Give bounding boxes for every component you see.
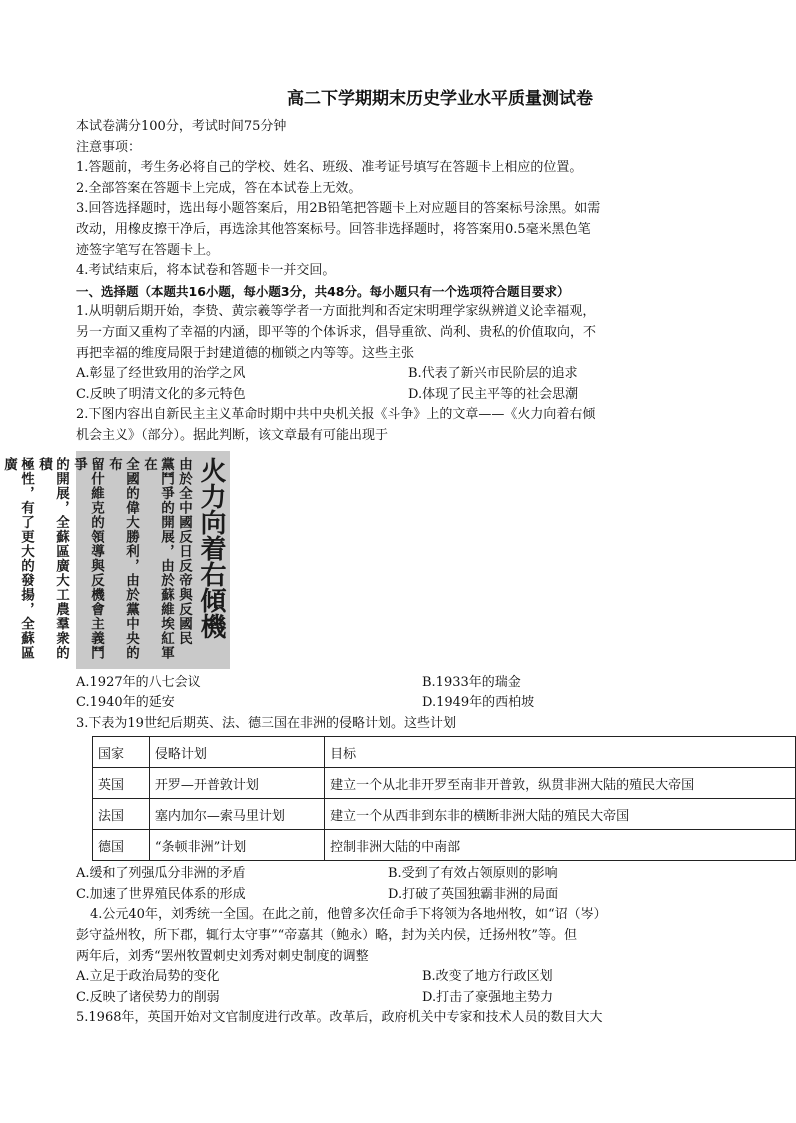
clipping-text-column: 全國的偉大勝利，由於黨中央的布 bbox=[106, 456, 139, 660]
option-d[interactable]: D.打破了英国独霸非洲的局面 bbox=[388, 886, 559, 902]
table-cell: 建立一个从西非到东非的横断非洲大陆的殖民大帝国 bbox=[325, 799, 796, 830]
clipping-text-column: 的開展，全蘇區廣大工農羣衆的積 bbox=[36, 456, 69, 660]
option-c[interactable]: C.反映了诸侯势力的削弱 bbox=[76, 989, 220, 1005]
notice-item: 3.回答选择题时，选出每小题答案后，用2B铅笔把答题卡上对应题目的答案标号涂黑。如需 bbox=[76, 201, 601, 217]
question-5-stem: 5.1968年，英国开始对文官制度进行改革。改革后，政府机关中专家和技术人员的数目大大 bbox=[76, 1010, 603, 1026]
clipping-text-column: 留什維克的領導與反機會主義鬥爭 bbox=[71, 456, 104, 660]
notice-item: 4.考试结束后，将本试卷和答题卡一并交回。 bbox=[76, 263, 336, 279]
newspaper-clipping-image bbox=[1, 451, 230, 669]
option-b[interactable]: B.1933年的瑞金 bbox=[422, 674, 521, 690]
table-cell: 塞内加尔—索马里计划 bbox=[149, 799, 324, 830]
clipping-text-column: 由於全中國反日反帝與反國民 bbox=[176, 456, 192, 645]
question-4-stem: 彭守益州牧，所下郡，辄行太守事”“帝嘉其（鲍永）略，封为关内侯，迁扬州牧”等。但 bbox=[76, 928, 577, 944]
question-2-options-row bbox=[76, 693, 796, 714]
table-header-row bbox=[93, 737, 796, 768]
table-row bbox=[93, 830, 796, 861]
clipping-headline: 火力向着右傾機 bbox=[196, 456, 226, 639]
option-b[interactable]: B.代表了新兴市民阶层的追求 bbox=[408, 366, 578, 382]
table-header-cell: 国家 bbox=[93, 737, 150, 768]
table-cell: 英国 bbox=[93, 768, 150, 799]
question-3-stem: 3.下表为19世纪后期英、法、德三国在非洲的侵略计划。这些计划 bbox=[76, 715, 456, 731]
option-c[interactable]: C.1940年的延安 bbox=[76, 695, 175, 711]
question-1-options-row bbox=[76, 364, 796, 385]
question-2-options-row bbox=[76, 673, 796, 694]
table-row bbox=[93, 799, 796, 830]
question-2-stem: 机会主义》（部分）。据此判断，该文章最有可能出现于 bbox=[76, 427, 389, 443]
option-d[interactable]: D.打击了豪强地主势力 bbox=[422, 989, 554, 1005]
option-d[interactable]: D.体现了民主平等的社会思潮 bbox=[408, 386, 579, 402]
question-4-stem: 两年后，刘秀“罢州牧置刺史刘秀对刺史制度的调整 bbox=[76, 948, 369, 964]
table-cell: 开罗—开普敦计划 bbox=[149, 768, 324, 799]
table-cell: 法国 bbox=[93, 799, 150, 830]
notice-item: 2.全部答案在答题卡上完成，答在本试卷上无效。 bbox=[76, 180, 362, 196]
option-c[interactable]: C.加速了世界殖民体系的形成 bbox=[76, 886, 246, 902]
option-a[interactable]: A.彰显了经世致用的治学之风 bbox=[76, 366, 246, 382]
table-cell: 德国 bbox=[93, 830, 150, 861]
table-header-cell: 目标 bbox=[325, 737, 796, 768]
question-4-stem: 4.公元40年，刘秀统一全国。在此之前，他曾多次任命手下将领为各地州牧，如“诏（岑） bbox=[90, 907, 607, 923]
question-2-stem: 2.下图内容出自新民主主义革命时期中共中央机关报《斗争》上的文章——《火力向着右倾 bbox=[76, 407, 596, 423]
option-d[interactable]: D.1949年的西柏坡 bbox=[422, 695, 535, 711]
table-row bbox=[93, 768, 796, 799]
notice-item: 改动，用橡皮擦干净后，再选涂其他答案标号。回答非选择题时，将答案用0.5毫米黑色笔 bbox=[76, 221, 591, 237]
option-b[interactable]: B.受到了有效占领原则的影响 bbox=[388, 866, 558, 882]
question-4-options-row bbox=[76, 988, 796, 1009]
question-1-stem: 另一方面又重构了幸福的内涵，即平等的个体诉求，倡导重欲、尚利、贵私的价值取向，不 bbox=[76, 324, 597, 340]
option-c[interactable]: C.反映了明清文化的多元特色 bbox=[76, 386, 246, 402]
table-header-cell: 侵略计划 bbox=[149, 737, 324, 768]
question-3-options-row bbox=[76, 885, 796, 906]
exam-page bbox=[1, 84, 796, 1029]
invasion-plans-table bbox=[92, 736, 796, 861]
table-cell: “条顿非洲”计划 bbox=[149, 830, 324, 861]
notice-item: 1.答题前，考生务必将自己的学校、姓名、班级、准考证号填写在答题卡上相应的位置。 bbox=[76, 160, 583, 176]
clipping-text-column: 黨鬥爭的開展，由於蘇維埃紅軍在 bbox=[141, 456, 174, 660]
option-a[interactable]: A.缓和了列强瓜分非洲的矛盾 bbox=[76, 866, 246, 882]
notice-heading: 注意事项： bbox=[76, 139, 142, 155]
question-3-options-row bbox=[76, 864, 796, 885]
section-heading: 一、选择题（本题共16小题，每小题3分，共48分。每小题只有一个选项符合题目要求） bbox=[76, 283, 570, 299]
question-1-options-row bbox=[76, 385, 796, 406]
notice-item: 迹签字笔写在答题卡上。 bbox=[76, 242, 220, 258]
question-1-stem: 再把幸福的维度局限于封建道德的枷锁之内等等。这些主张 bbox=[76, 345, 415, 361]
clipping-text-column: 極性，有了更大的發揚，全蘇區廣 bbox=[1, 456, 34, 660]
question-1-stem: 1.从明朝后期开始，李贽、黄宗羲等学者一方面批判和否定宋明理学家纵辨道义论幸福观， bbox=[76, 304, 596, 320]
option-a[interactable]: A.1927年的八七会议 bbox=[76, 674, 201, 690]
table-cell: 控制非洲大陆的中南部 bbox=[325, 830, 796, 861]
question-4-options-row bbox=[76, 967, 796, 988]
option-b[interactable]: B.改变了地方行政区划 bbox=[422, 969, 553, 985]
table-cell: 建立一个从北非开罗至南非开普敦，纵贯非洲大陆的殖民大帝国 bbox=[325, 768, 796, 799]
exam-title: 高二下学期期末历史学业水平质量测试卷 bbox=[287, 89, 593, 109]
option-a[interactable]: A.立足于政治局势的变化 bbox=[76, 969, 220, 985]
exam-duration-text: 本试卷满分100分，考试时间75分钟 bbox=[76, 119, 287, 134]
